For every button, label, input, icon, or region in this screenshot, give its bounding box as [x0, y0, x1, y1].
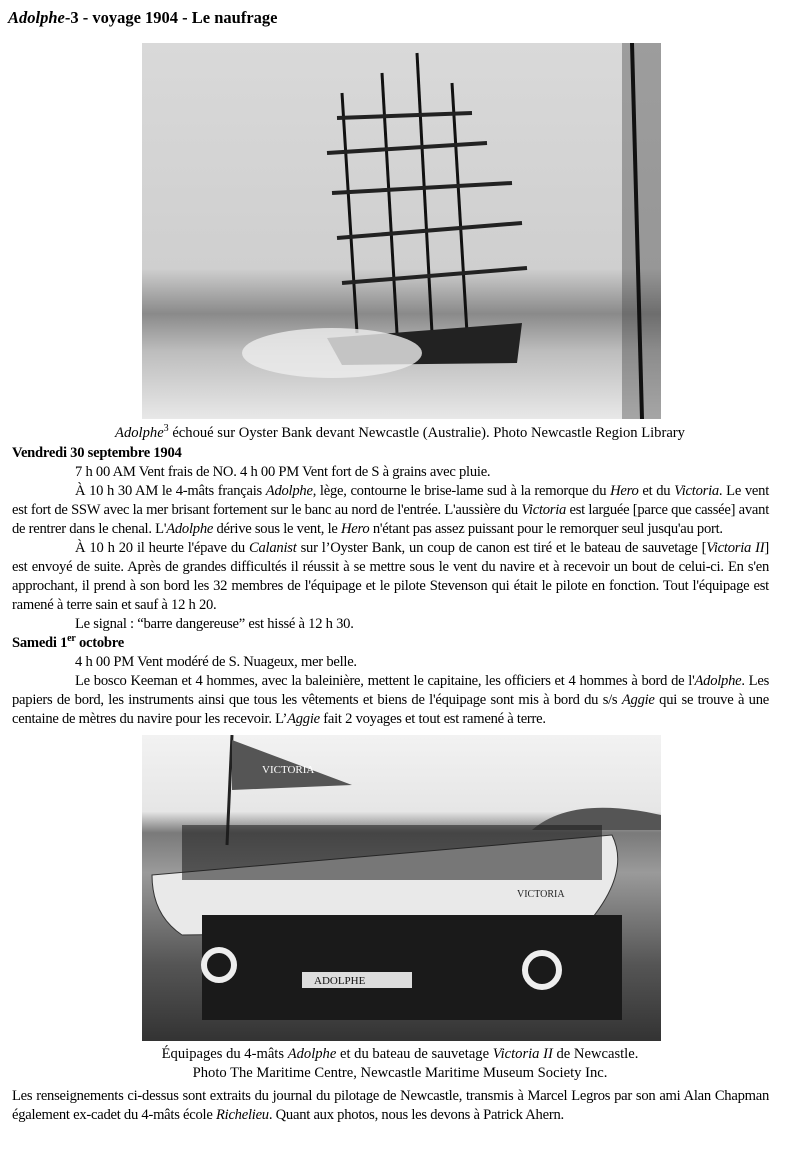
text-segment: -3 - voyage 1904 - Le naufrage — [64, 8, 278, 27]
text-segment: . Quant aux photos, nous les devons à Patrick Ahern. — [268, 1107, 564, 1123]
text-segment: Le bosco Keeman et 4 hommes, avec la baleinière, mettent le capitaine, les officiers et 4 hommes à bord de l' — [75, 673, 695, 689]
date-heading — [12, 634, 769, 653]
text-segment: 7 h 00 AM Vent frais de NO. 4 h 00 PM Vent fort de S à grains avec pluie. — [75, 464, 491, 480]
text-segment: Équipages du 4-mâts — [161, 1046, 288, 1062]
italic-text: Calanist — [249, 540, 297, 556]
text-segment: et du bateau de sauvetage — [336, 1046, 493, 1062]
text-segment: ] est envoyé de suite. Après de grandes difficultés il réussit à se mettre sous le vent du navire et à recevoir un bout de celui-ci. En s'en approchant, il prend à son bord les 32 membres de l'équipage et le pilote Stevenson qui était le pilote en fonction. Tout l'équipage est ramené à terre sain et sauf à 12 h 20. — [12, 540, 769, 613]
text-segment: qui se trouve à une centaine de mètres du navire pour les recevoir. L’ — [12, 692, 769, 727]
sources-note — [12, 1087, 769, 1125]
text-segment: À 10 h 30 AM le 4-mâts français — [75, 483, 266, 499]
caption-line-1 — [0, 1045, 800, 1064]
paragraph — [12, 463, 769, 482]
page-title — [8, 8, 277, 28]
photo-crews — [142, 735, 661, 1041]
date-heading — [12, 444, 769, 463]
text-segment: . Le vent est fort de SSW avec la mer brisant fortement sur le banc au nord de l'entrée. L'aussière du — [12, 483, 769, 518]
italic-text: Adolphe — [115, 425, 164, 441]
text-segment: octobre — [75, 635, 124, 651]
italic-text: Victoria II — [492, 1046, 553, 1062]
italic-text: Victoria — [521, 502, 567, 518]
text-segment: 4 h 00 PM Vent modéré de S. Nuageux, mer belle. — [75, 654, 357, 670]
text-segment: dérive sous le vent, le — [213, 521, 342, 537]
page-flow — [12, 444, 769, 1125]
sign-text: ADOLPHE — [314, 975, 366, 987]
italic-text: Adolphe — [265, 483, 313, 499]
paragraph — [12, 482, 769, 539]
text-segment: Le signal : “barre dangereuse” est hissé à 12 h 30. — [75, 616, 354, 632]
italic-text: Adolphe — [166, 521, 214, 537]
italic-text: Richelieu — [215, 1107, 269, 1123]
text-segment: sur l’Oyster Bank, un coup de canon est tiré et le bateau de sauvetage [ — [296, 540, 707, 556]
superscript-text: 3 — [163, 423, 169, 435]
italic-text: Hero — [341, 521, 370, 537]
text-segment: n'étant pas assez puissant pour le remorquer seul jusqu'au port. — [369, 521, 723, 537]
paragraph — [12, 1087, 769, 1125]
text-segment: de Newcastle. — [552, 1046, 639, 1062]
text-segment: À 10 h 20 il heurte l'épave du — [75, 540, 250, 556]
text-segment: . Les papiers de bord, les instruments ainsi que tous les vêtements et biens de l'équipage sont mis à bord du s/s — [12, 673, 770, 708]
text-segment: Les renseignements ci-dessus sont extraits du journal du pilotage de Newcastle, transmis à Marcel Legros par son ami Alan Chapman également ex-cadet du 4-mâts école — [12, 1088, 769, 1123]
text-segment: fait 2 voyages et tout est ramené à terre. — [319, 711, 546, 727]
paragraph — [12, 615, 769, 634]
paragraph — [12, 539, 769, 615]
photo-caption-shipwreck — [0, 424, 800, 443]
boat-name-text: VICTORIA — [517, 889, 565, 900]
italic-text: Adolphe — [694, 673, 742, 689]
italic-text: Aggie — [621, 692, 655, 708]
text-segment: Vendredi 30 septembre 1904 — [12, 445, 182, 461]
paragraph — [12, 672, 769, 729]
crew-illustration — [142, 735, 661, 1041]
text-segment: Samedi 1 — [12, 635, 68, 651]
italic-text: Victoria II — [706, 540, 765, 556]
italic-text: Adolphe — [287, 1046, 337, 1062]
text-segment: et du — [638, 483, 675, 499]
text-segment: échoué sur Oyster Bank devant Newcastle (Australie). Photo Newcastle Region Library — [168, 425, 685, 441]
text-segment: , lège, contourne le brise-lame sud à la remorque du — [312, 483, 611, 499]
italic-text: Adolphe — [8, 8, 65, 27]
photo-shipwreck — [142, 43, 661, 419]
paragraph — [12, 653, 769, 672]
italic-text: Hero — [610, 483, 639, 499]
caption-line-2 — [0, 1064, 800, 1083]
italic-text: Aggie — [287, 711, 320, 727]
log-entries — [12, 444, 769, 729]
flag-text: VICTORIA — [262, 764, 315, 776]
text-segment: est larguée [parce que cassée] avant de rentrer dans le chenal. L' — [12, 502, 770, 537]
text-segment: Photo The Maritime Centre, Newcastle Maritime Museum Society Inc. — [192, 1065, 608, 1081]
superscript-text: er — [67, 633, 76, 645]
photo-caption-crews — [0, 1045, 800, 1083]
ship-illustration — [142, 43, 661, 419]
italic-text: Victoria — [674, 483, 719, 499]
